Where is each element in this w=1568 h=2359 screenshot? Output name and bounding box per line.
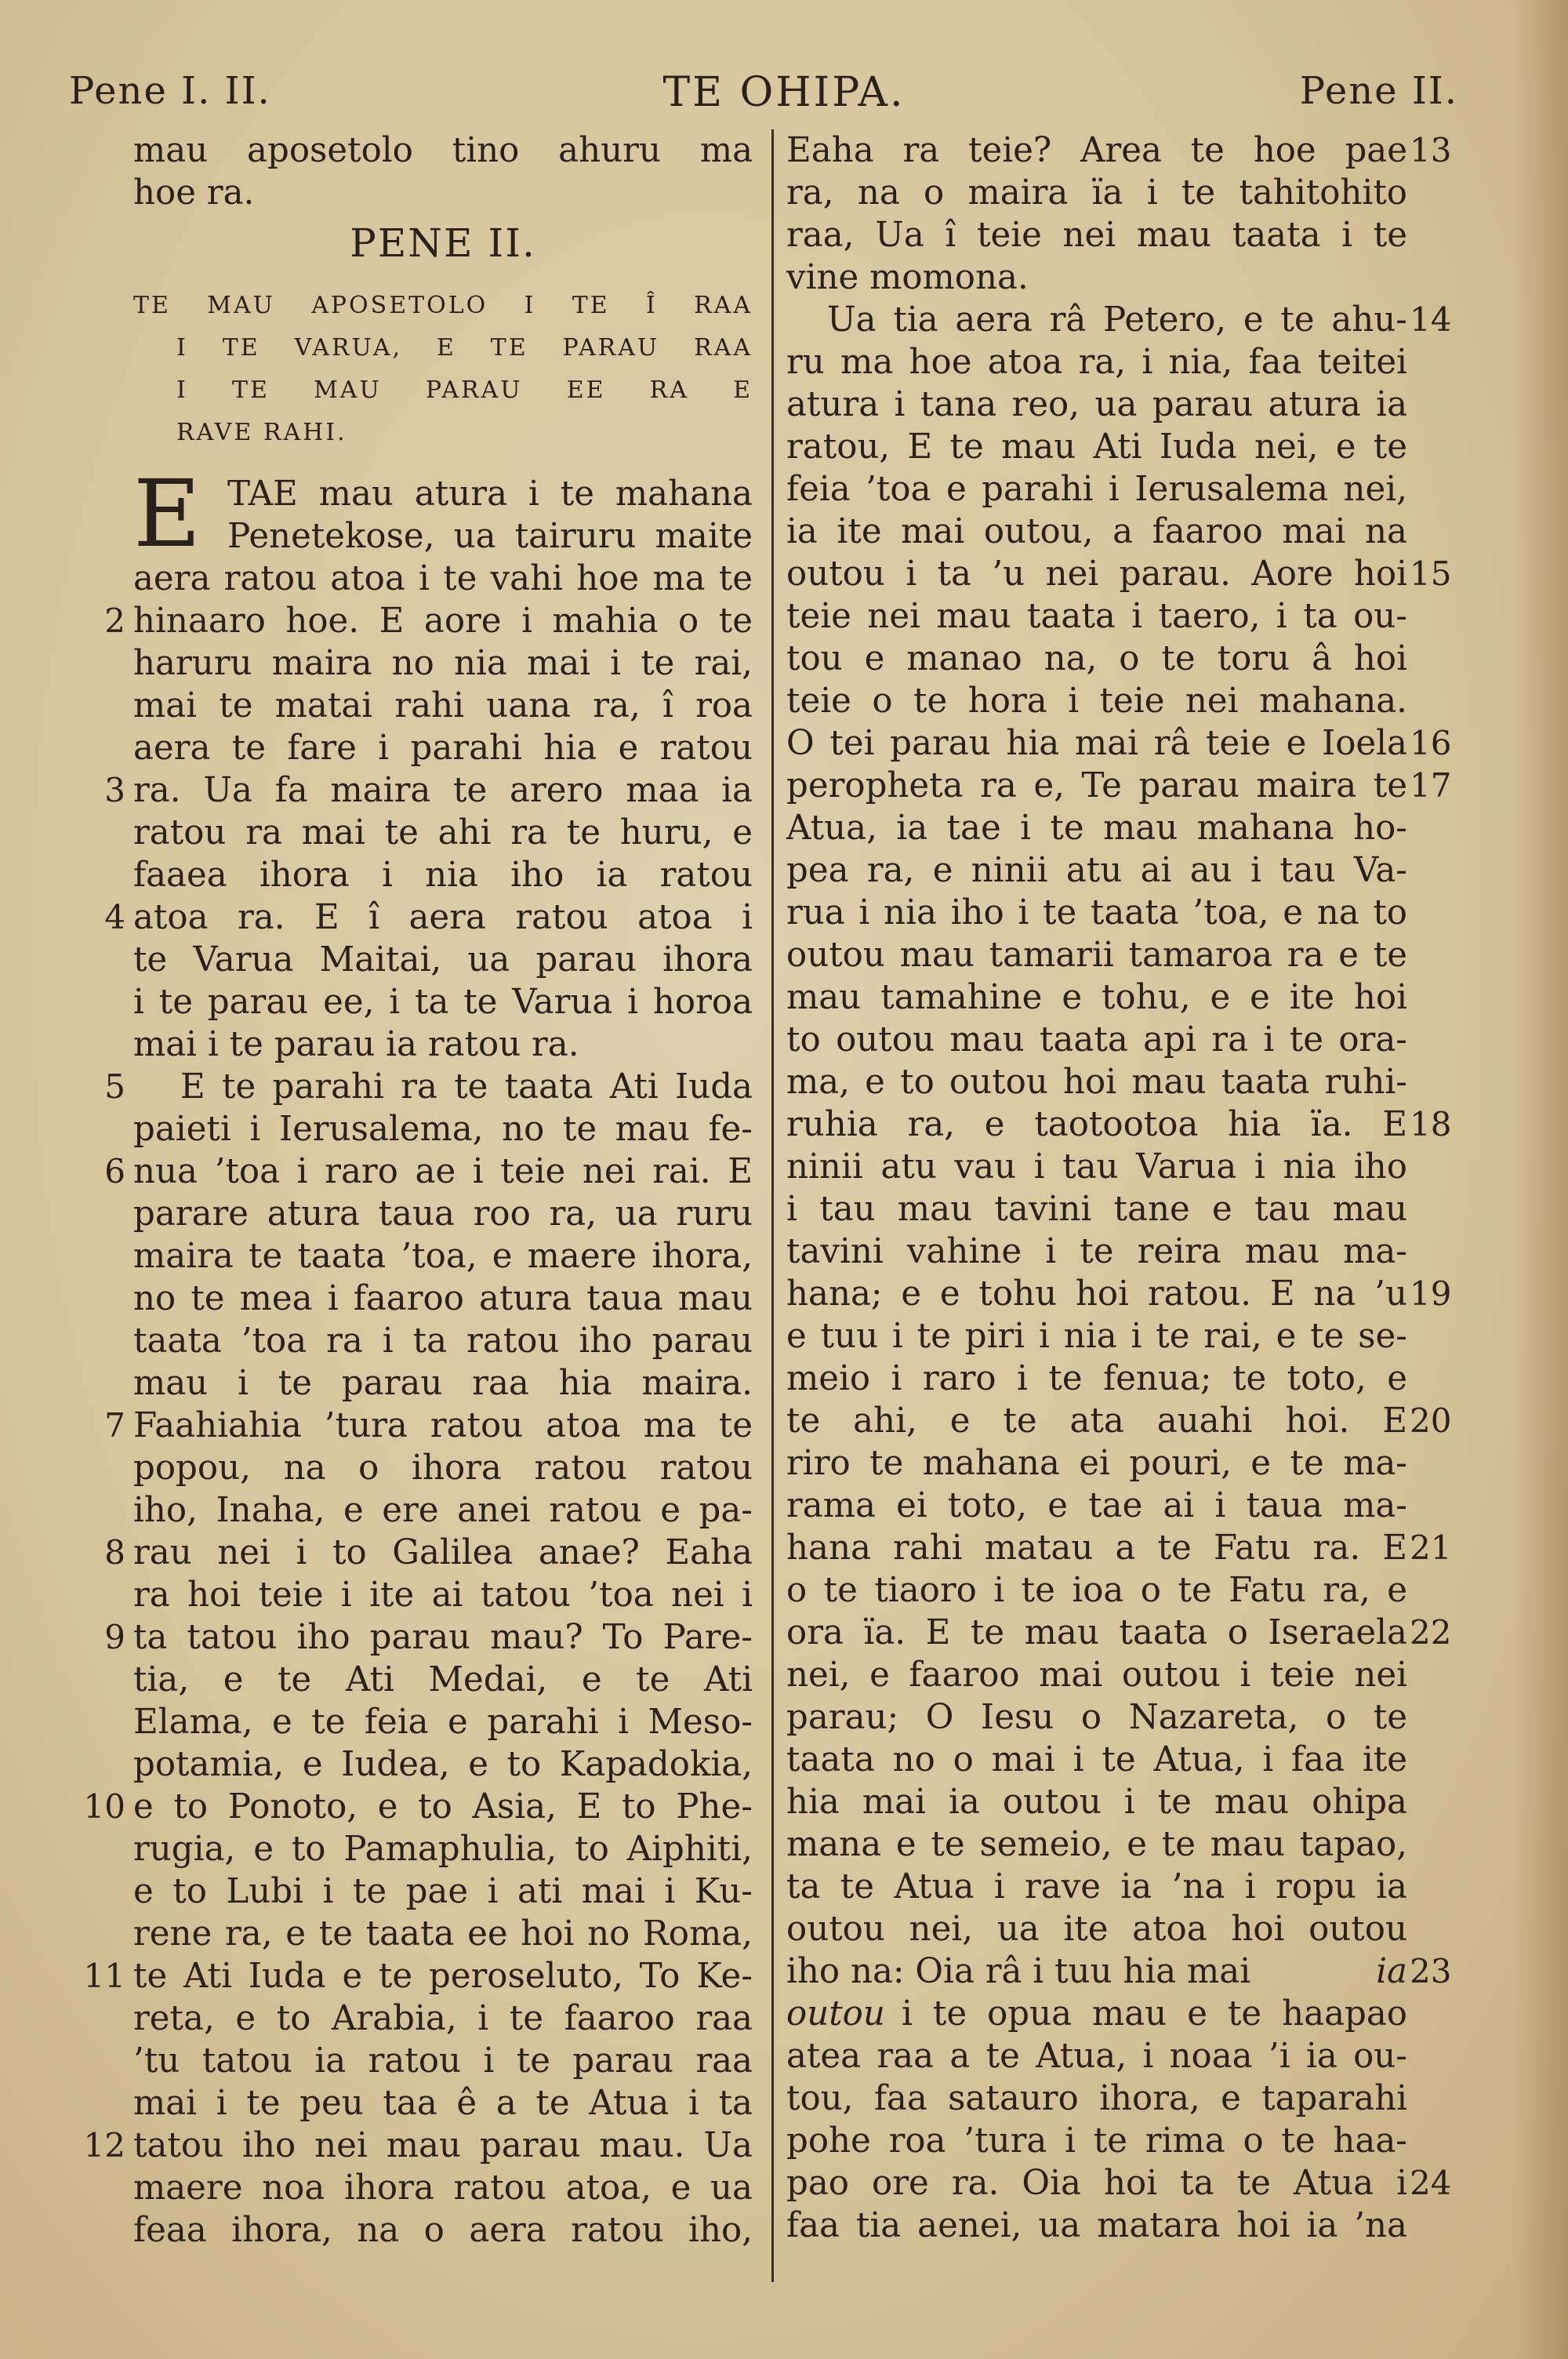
verse-number: 4: [104, 898, 125, 936]
italic-word: outou: [786, 1994, 885, 2034]
text-line: feaa ihora, na o aera ratou iho,: [133, 2211, 753, 2250]
text-line: outou mau tamarii tamaroa ra e te: [786, 936, 1407, 975]
text-line: hia mai ia outou i te mau ohipa: [786, 1783, 1407, 1822]
drop-cap: E: [133, 460, 201, 568]
text-line: aera te fare i parahi hia e ratou: [133, 729, 753, 768]
text-line: ruhia ra, e taotootoa hia ïa. E: [786, 1105, 1407, 1144]
verse-number: 8: [104, 1533, 125, 1572]
text-line: teie nei mau taata i taero, i ta ou-: [786, 597, 1407, 636]
text-line: pohe roa ’tura i te rima o te haa-: [786, 2121, 1407, 2161]
text-line: rene ra, e te taata ee hoi no Roma,: [133, 1914, 753, 1954]
running-head-left: Pene I. II.: [69, 69, 271, 113]
text-line: nei, e faaroo mai outou i teie nei: [786, 1656, 1407, 1695]
italic-word: ia: [1376, 1952, 1407, 1991]
text-line: ma, e to outou hoi mau taata ruhi-: [786, 1063, 1407, 1102]
text-line: faa tia aenei, ua matara hoi ia ’na: [786, 2206, 1407, 2245]
verse-number: 3: [104, 771, 125, 809]
text-line: te ahi, e te ata auahi hoi. E: [786, 1401, 1407, 1441]
text-line: nua ’toa i raro ae i teie nei rai. E: [133, 1152, 753, 1191]
text-line: parare atura taua roo ra, ua ruru: [133, 1194, 753, 1234]
text-line: hoe ra.: [133, 173, 255, 213]
text-line: potamia, e Iudea, e to Kapadokia,: [133, 1745, 753, 1784]
chapter-summary-line: RAVE RAHI.: [176, 419, 347, 446]
chapter-title: PENE II.: [350, 220, 536, 266]
text-line: rugia, e to Pamaphulia, to Aiphiti,: [133, 1830, 753, 1869]
text-line: Penetekose, ua tairuru maite: [227, 517, 753, 556]
text-line: hana rahi matau a te Fatu ra. E: [786, 1528, 1407, 1568]
column-divider: [771, 129, 774, 2282]
text-line: Atua, ia tae i te mau mahana ho-: [786, 809, 1407, 848]
text-line: outou i ta ’u nei parau. Aore hoi: [786, 554, 1407, 594]
chapter-summary-line: I TE VARUA, E TE PARAU RAA: [176, 334, 753, 362]
text-line: raa, Ua î teie nei mau taata i te: [786, 216, 1407, 255]
text-line: ra. Ua fa maira te arero maa ia: [133, 771, 753, 810]
text-line: e tuu i te piri i nia i te rai, e te se-: [786, 1317, 1407, 1356]
text-line: mai i te parau ia ratou ra.: [133, 1025, 579, 1064]
text-line: Elama, e te feia e parahi i Meso-: [133, 1703, 753, 1742]
running-head-right: Pene II.: [1299, 69, 1458, 113]
text-line: e to Lubi i te pae i ati mai i Ku-: [133, 1872, 753, 1911]
text-line: hana; e e tohu hoi ratou. E na ’u: [786, 1274, 1407, 1314]
text-line: atura i tana reo, ua parau atura ia: [786, 385, 1407, 424]
verse-number: 16: [1410, 724, 1452, 762]
text-line: reta, e to Arabia, i te faaroo raa: [133, 1999, 753, 2038]
verse-number: 6: [104, 1152, 125, 1190]
text-line: mana e te semeio, e te mau tapao,: [786, 1825, 1407, 1864]
verse-number: 13: [1410, 131, 1452, 169]
text-line: atoa ra. E î aera ratou atoa i: [133, 898, 753, 937]
chapter-summary-line: I TE MAU PARAU EE RA E: [176, 376, 753, 404]
running-head: [0, 69, 1568, 124]
text-line: e to Ponoto, e to Asia, E to Phe-: [133, 1787, 753, 1826]
text-line: ta te Atua i rave ia ’na i ropu ia: [786, 1867, 1407, 1906]
running-head-title: TE OHIPA.: [662, 69, 906, 116]
text-line: o te tiaoro i te ioa o te Fatu ra, e: [786, 1571, 1407, 1610]
text-line: Eaha ra teie? Area te hoe pae: [786, 131, 1407, 170]
verse-number: 2: [104, 602, 125, 640]
text-line: ratou ra mai te ahi ra te huru, e: [133, 813, 753, 852]
text-line: teie o te hora i teie nei mahana.: [786, 682, 1407, 721]
text-line: haruru maira no nia mai i te rai,: [133, 644, 753, 683]
text-line: paieti i Ierusalema, no te mau fe-: [133, 1110, 753, 1149]
text-line: E te parahi ra te taata Ati Iuda: [180, 1067, 753, 1107]
verse-number: 5: [104, 1067, 125, 1106]
text-line: ia ite mai outou, a faaroo mai na: [786, 512, 1407, 551]
text-line: to outou mau taata api ra i te ora-: [786, 1020, 1407, 1060]
text-line: pao ore ra. Oia hoi ta te Atua i: [786, 2164, 1407, 2203]
text-line: pea ra, e ninii atu ai au i tau Va-: [786, 851, 1407, 890]
text-line: i te parau ee, i ta te Varua i horoa: [133, 983, 753, 1022]
verse-number: 24: [1410, 2164, 1452, 2202]
verse-number: 7: [104, 1406, 125, 1445]
text-line: TAE mau atura i te mahana: [227, 474, 753, 514]
text-line: atea raa a te Atua, i noaa ’i ia ou-: [786, 2037, 1407, 2076]
verse-number: 10: [83, 1787, 125, 1826]
text-line: riro te mahana ei pouri, e te ma-: [786, 1444, 1407, 1483]
verse-number: 20: [1410, 1401, 1452, 1440]
text-line: ra, na o maira ïa i te tahitohito: [786, 173, 1407, 213]
text-line: i tau mau tavini tane e tau mau: [786, 1190, 1407, 1229]
text-line: tia, e te Ati Medai, e te Ati: [133, 1660, 753, 1699]
verse-number: 11: [83, 1957, 125, 1995]
text-line: te Ati Iuda e te peroseluto, To Ke-: [133, 1957, 753, 1996]
text-line: mau tamahine e tohu, e e ite hoi: [786, 978, 1407, 1017]
text-line: iho na: Oia râ i tuu hia mai: [786, 1952, 1251, 1991]
text-line: parau; O Iesu o Nazareta, o te: [786, 1698, 1407, 1737]
text-line: vine momona.: [786, 258, 1029, 297]
text-line: ’tu tatou ia ratou i te parau raa: [133, 2041, 753, 2081]
text-line: Ua tia aera râ Petero, e te ahu-: [827, 300, 1407, 340]
verse-number: 23: [1410, 1952, 1452, 1990]
text-line: aera ratou atoa i te vahi hoe ma te: [133, 559, 753, 598]
verse-number: 9: [104, 1618, 125, 1656]
text-line: tou, faa satauro ihora, e taparahi: [786, 2079, 1407, 2118]
verse-number: 14: [1410, 300, 1452, 339]
text-line: O tei parau hia mai râ teie e Ioela: [786, 724, 1407, 763]
text-line: mai te matai rahi uana ra, î roa: [133, 686, 753, 725]
verse-number: 17: [1410, 766, 1452, 805]
text-line: ta tatou iho parau mau? To Pare-: [133, 1618, 753, 1657]
text-line: mai i te peu taa ê a te Atua i ta: [133, 2084, 753, 2123]
text-line: tavini vahine i te reira mau ma-: [786, 1232, 1407, 1271]
text-line: rua i nia iho i te taata ’toa, e na to: [786, 893, 1407, 932]
text-line: i te opua mau e te haapao: [902, 1994, 1407, 2034]
verse-number: 12: [83, 2126, 125, 2165]
text-line: mau i te parau raa hia maira.: [133, 1364, 753, 1403]
text-line: Faahiahia ’tura ratou atoa ma te: [133, 1406, 753, 1445]
verse-number: 18: [1410, 1105, 1452, 1143]
verse-number: 15: [1410, 554, 1452, 593]
chapter-summary-line: TE MAU APOSETOLO I TE Î RAA: [133, 292, 753, 319]
text-line: rau nei i to Galilea anae? Eaha: [133, 1533, 753, 1572]
text-line: outou nei, ua ite atoa hoi outou: [786, 1910, 1407, 1949]
text-line: feia ’toa e parahi i Ierusalema nei,: [786, 470, 1407, 509]
text-line: taata no o mai i te Atua, i faa ite: [786, 1740, 1407, 1779]
text-line: mau aposetolo tino ahuru ma: [133, 131, 753, 170]
text-line: te Varua Maitai, ua parau ihora: [133, 940, 753, 980]
text-line: ru ma hoe atoa ra, i nia, faa teitei: [786, 343, 1407, 382]
verse-number: 22: [1410, 1613, 1452, 1652]
text-line: faaea ihora i nia iho ia ratou: [133, 856, 753, 895]
text-line: ratou, E te mau Ati Iuda nei, e te: [786, 427, 1407, 467]
text-line: hinaaro hoe. E aore i mahia o te: [133, 602, 753, 641]
verse-number: 21: [1410, 1528, 1452, 1567]
text-line: meio i raro i te fenua; te toto, e: [786, 1359, 1407, 1398]
text-line: no te mea i faaroo atura taua mau: [133, 1279, 753, 1318]
text-line: iho, Inaha, e ere anei ratou e pa-: [133, 1491, 753, 1530]
verse-number: 19: [1410, 1274, 1452, 1313]
text-line: peropheta ra e, Te parau maira te: [786, 766, 1407, 805]
text-line: tou e manao na, o te toru â hoi: [786, 639, 1407, 678]
text-line: ninii atu vau i tau Varua i nia iho: [786, 1147, 1407, 1187]
text-line: ra hoi teie i ite ai tatou ’toa nei i: [133, 1576, 753, 1615]
text-line: popou, na o ihora ratou ratou: [133, 1448, 753, 1488]
text-line: rama ei toto, e tae ai i taua ma-: [786, 1486, 1407, 1525]
text-line: tatou iho nei mau parau mau. Ua: [133, 2126, 753, 2165]
text-line: maira te taata ’toa, e maere ihora,: [133, 1237, 753, 1276]
text-line: taata ’toa ra i ta ratou iho parau: [133, 1321, 753, 1361]
text-line: ora ïa. E te mau taata o Iseraela: [786, 1613, 1407, 1652]
text-line: maere noa ihora ratou atoa, e ua: [133, 2168, 753, 2208]
